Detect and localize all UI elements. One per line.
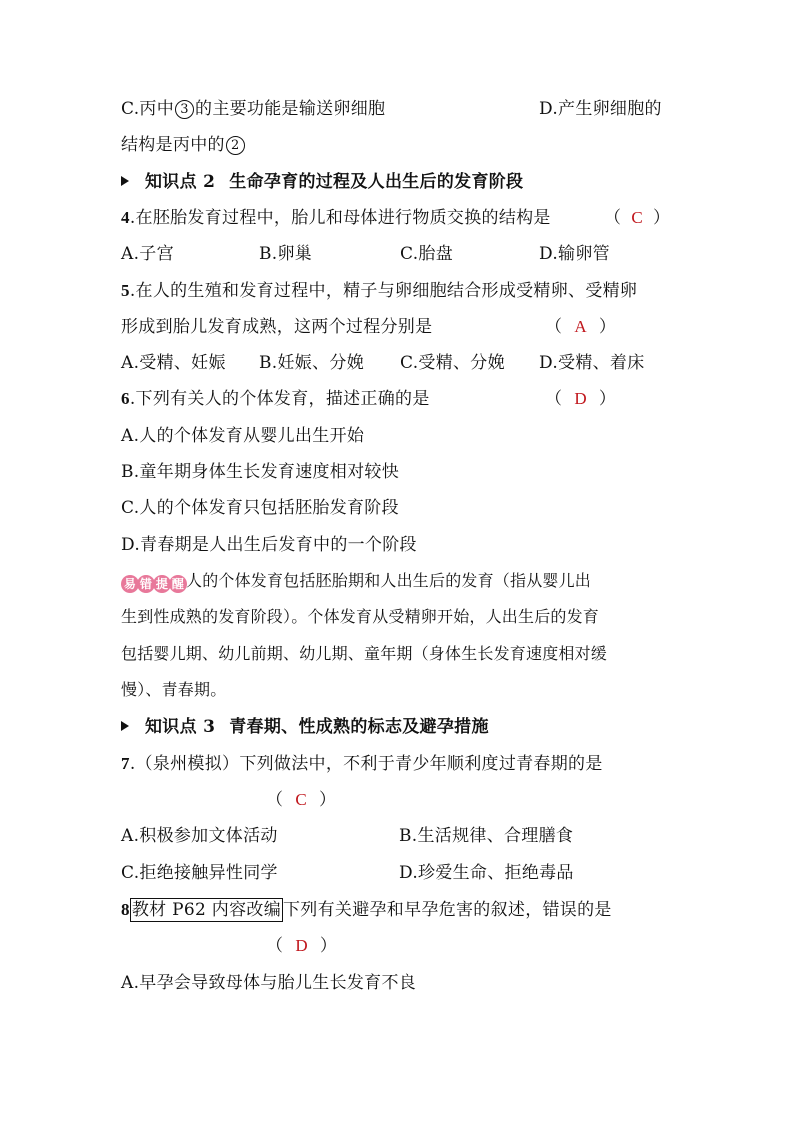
paren-left: （ — [545, 389, 563, 409]
q3-option-c — [121, 96, 385, 122]
circled-number: 3 — [175, 100, 194, 119]
q6-option: B.童年期身体生长发育速度相对较快 — [121, 462, 399, 482]
q3-option-d-cont — [121, 132, 246, 158]
kp-label: 知识点 3 — [145, 717, 216, 737]
tip-line: 生到性成熟的发育阶段）。个体发育从受精卵开始，人出生后的发育 — [121, 607, 600, 626]
q5-stem-line1 — [121, 278, 637, 304]
q6-stem — [121, 386, 430, 412]
tip-line — [121, 568, 591, 596]
badge-char: 易 — [121, 575, 139, 593]
q6-option: C.人的个体发育只包括胚胎发育阶段 — [121, 498, 399, 518]
paren-left: （ — [266, 790, 284, 810]
triangle-bullet-icon — [121, 721, 129, 731]
knowledge-point-2-heading — [121, 169, 523, 195]
tip-line: 慢）、青春期。 — [121, 680, 227, 699]
q4-stem — [121, 205, 551, 231]
answer-text: C — [295, 790, 307, 809]
q3-option-c-text: 的主要功能是输送卵细胞 — [195, 99, 386, 119]
q4-option: C.胎盘 — [400, 244, 454, 264]
kp-label: 知识点 2 — [145, 172, 216, 192]
q5-option: A.受精、妊娠 — [121, 353, 226, 373]
answer-text: C — [631, 208, 643, 227]
question-text: .在人的生殖和发育过程中，精子与卵细胞结合形成受精卵、受精卵 — [129, 281, 638, 301]
tip-line: 包括婴儿期、幼儿前期、幼儿期、童年期（身体生长发育速度相对缓 — [121, 644, 608, 663]
q6-option: A.人的个体发育从婴儿出生开始 — [121, 426, 365, 446]
question-text: 下列有关避孕和早孕危害的叙述，错误的是 — [283, 900, 612, 920]
q7-stem — [121, 751, 603, 777]
q8-option: A.早孕会导致母体与胎儿生长发育不良 — [121, 973, 417, 993]
question-number: 6 — [121, 389, 130, 408]
q3-option-d-text: 结构是丙中的 — [121, 135, 225, 155]
q4-option: A.子宫 — [121, 244, 174, 264]
question-text: .（泉州模拟）下列做法中，不利于青少年顺利度过青春期的是 — [129, 754, 603, 774]
question-number: 7 — [121, 754, 130, 773]
paren-left: （ — [545, 317, 563, 337]
triangle-bullet-icon — [121, 176, 129, 186]
answer-text: D — [574, 389, 587, 408]
q7-option: B.生活规律、合理膳食 — [399, 826, 574, 846]
source-box: 教材 P62 内容改编 — [131, 900, 281, 920]
q3-option-c-prefix: C.丙中 — [121, 99, 175, 119]
question-text: .在胚胎发育过程中，胎儿和母体进行物质交换的结构是 — [129, 208, 551, 228]
tip-text: 人的个体发育包括胚胎期和人出生后的发育（指从婴儿出 — [186, 571, 592, 590]
q6-option: D.青春期是人出生后发育中的一个阶段 — [121, 535, 417, 555]
paren-right: ） — [652, 208, 671, 228]
paren-right: ） — [319, 936, 338, 956]
paren-left: （ — [266, 936, 284, 956]
q8-stem — [121, 897, 612, 923]
q8-answer — [266, 933, 337, 959]
q6-answer — [545, 386, 616, 412]
question-number: 5 — [121, 281, 130, 300]
q7-option: D.珍爱生命、拒绝毒品 — [399, 863, 574, 883]
answer-text: D — [295, 936, 308, 955]
q4-option: D.输卵管 — [539, 244, 610, 264]
paren-right: ） — [598, 317, 617, 337]
q7-answer — [266, 787, 336, 813]
q5-option: D.受精、着床 — [539, 353, 645, 373]
q5-option: B.妊娠、分娩 — [259, 353, 364, 373]
paren-left: （ — [604, 208, 622, 228]
q5-option: C.受精、分娩 — [400, 353, 505, 373]
kp-title: 生命孕育的过程及人出生后的发育阶段 — [229, 172, 524, 192]
badge-char: 提 — [153, 575, 171, 593]
question-number: 8 — [121, 900, 130, 919]
q5-answer — [545, 314, 616, 340]
error-tip-badge — [121, 570, 185, 596]
question-number: 4 — [121, 208, 130, 227]
knowledge-point-3-heading — [121, 714, 489, 740]
q4-option: B.卵巢 — [259, 244, 313, 264]
badge-char: 错 — [137, 575, 155, 593]
paren-right: ） — [318, 790, 337, 810]
circled-number: 2 — [226, 136, 245, 155]
q3-option-d: D.产生卵细胞的 — [539, 99, 662, 119]
question-text: .下列有关人的个体发育，描述正确的是 — [129, 389, 430, 409]
q4-answer — [604, 205, 670, 231]
kp-title: 青春期、性成熟的标志及避孕措施 — [229, 717, 489, 737]
q7-option: C.拒绝接触异性同学 — [121, 863, 278, 883]
q5-stem-line2: 形成到胎儿发育成熟，这两个过程分别是 — [121, 317, 433, 337]
q7-option: A.积极参加文体活动 — [121, 826, 278, 846]
paren-right: ） — [598, 389, 617, 409]
badge-char: 醒 — [169, 575, 187, 593]
answer-text: A — [574, 317, 587, 336]
